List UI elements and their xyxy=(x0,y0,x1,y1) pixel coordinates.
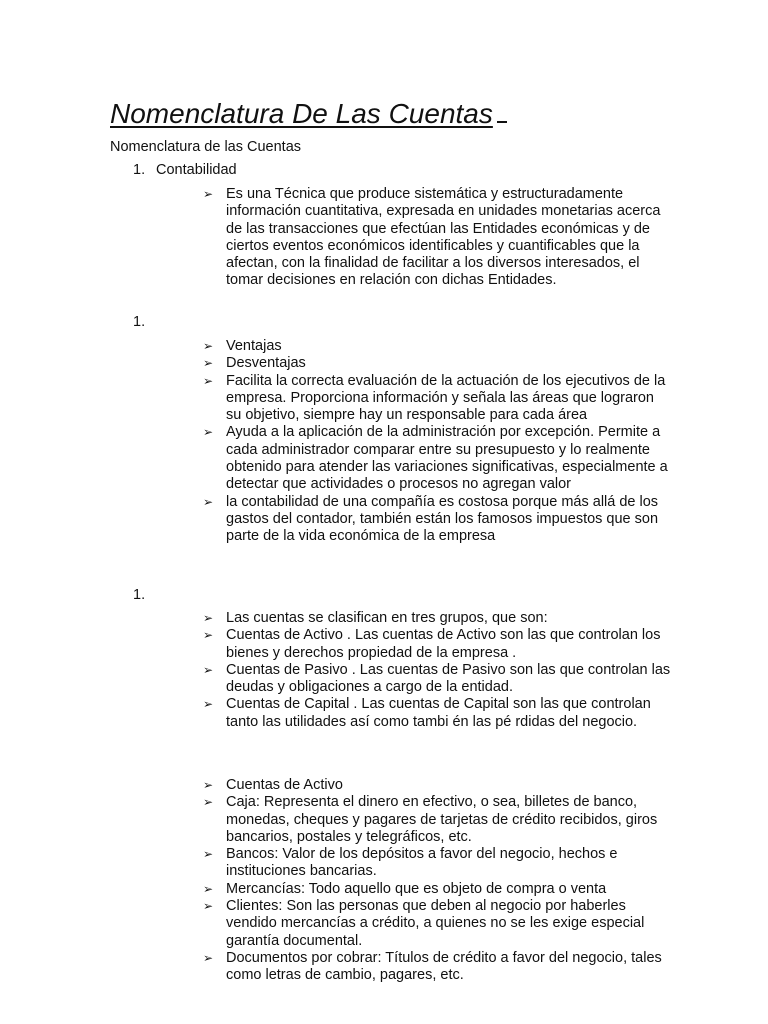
list-item-text: Es una Técnica que produce sistemática y estructuradamente información cuantitativa, expresada en unidades monetarias acerca de las transacciones que efectúan las Entidades económicas y de ciertos eventos económicos identificables y cuantificables que la afectan, con la finalidad de facilitar a los diversos interesados, el tomar decisiones en relación con dichas Entidades. xyxy=(226,186,661,289)
list-item-text: Ayuda a la aplicación de la administración por excepción. Permite a cada administrador comparar entre su presupuesto y lo realmente obtenido para atender las variaciones significativas, especialmente a detectar que actividades o procesos no agregan valor xyxy=(226,424,668,493)
arrow-bullet-icon: ➢ xyxy=(203,881,214,896)
arrow-bullet-icon: ➢ xyxy=(203,899,214,914)
list-item xyxy=(203,627,673,662)
numbered-heading-1 xyxy=(133,161,237,179)
list-item-text: Clientes: Son las personas que deben al negocio por haberles vendido mercancías a crédito, a quienes no se les exige especial garantía documental. xyxy=(226,898,645,949)
list-item xyxy=(203,186,673,290)
list-item xyxy=(203,777,673,794)
title-dash xyxy=(497,121,507,123)
list-item-text: Bancos: Valor de los depósitos a favor del negocio, hechos e instituciones bancarias. xyxy=(226,846,618,880)
list-item-text: Cuentas de Activo . Las cuentas de Activo son las que controlan los bienes y derechos propiedad de la empresa . xyxy=(226,627,661,661)
arrow-bullet-icon: ➢ xyxy=(203,778,214,792)
list-number: 1. xyxy=(133,314,146,330)
list-item xyxy=(203,950,673,985)
arrow-bullet-icon: ➢ xyxy=(203,662,214,677)
arrow-bullet-icon: ➢ xyxy=(203,494,214,509)
bullet-list-definition xyxy=(203,186,673,290)
list-item xyxy=(203,494,673,546)
list-item-text: Cuentas de Pasivo . Las cuentas de Pasivo son las que controlan las deudas y obligaciones a cargo de la entidad. xyxy=(226,661,671,696)
list-item-text: Cuentas de Activo xyxy=(226,777,343,793)
arrow-bullet-icon: ➢ xyxy=(203,373,214,388)
list-item xyxy=(203,846,673,881)
arrow-bullet-icon: ➢ xyxy=(203,187,214,201)
arrow-bullet-icon: ➢ xyxy=(203,628,214,643)
list-item-text: Cuentas de Capital . Las cuentas de Capital son las que controlan tanto las utilidades así como tambi én las pé rdidas del negocio. xyxy=(226,696,651,730)
list-item-text: Las cuentas se clasifican en tres grupos, que son: xyxy=(226,610,548,626)
list-item-text: Ventajas xyxy=(226,338,282,354)
arrow-bullet-icon: ➢ xyxy=(203,697,214,712)
list-item xyxy=(203,881,673,898)
list-item-text: Facilita la correcta evaluación de la actuación de los ejecutivos de la empresa. Proporciona información y señala las áreas que lograron su objetivo, siempre hay un responsable para cada área xyxy=(226,372,666,424)
list-item xyxy=(203,355,673,372)
bullet-list-account-groups xyxy=(203,610,673,731)
bullet-list-asset-accounts xyxy=(203,777,673,985)
list-item xyxy=(203,338,673,355)
list-item xyxy=(203,794,673,846)
list-item-text: Desventajas xyxy=(226,355,306,372)
arrow-bullet-icon: ➢ xyxy=(203,356,214,371)
list-item-text: la contabilidad de una compañía es costosa porque más allá de los gastos del contador, también están los famosos impuestos que son parte de la vida económica de la empresa xyxy=(226,493,659,545)
list-item xyxy=(203,424,673,493)
list-item-text: Mercancías: Todo aquello que es objeto de compra o venta xyxy=(226,880,607,897)
arrow-bullet-icon: ➢ xyxy=(203,425,214,440)
list-item xyxy=(203,696,673,731)
numbered-heading-3 xyxy=(133,586,156,604)
document-title-text: Nomenclatura De Las Cuentas xyxy=(110,98,493,129)
list-item-text: Documentos por cobrar: Títulos de crédito a favor del negocio, tales como letras de cambio, pagares, etc. xyxy=(226,949,662,984)
arrow-bullet-icon: ➢ xyxy=(203,339,214,353)
list-item xyxy=(203,898,673,950)
arrow-bullet-icon: ➢ xyxy=(203,847,214,862)
numbered-heading-2 xyxy=(133,313,156,331)
list-item xyxy=(203,662,673,697)
document-subtitle: Nomenclatura de las Cuentas xyxy=(110,139,302,155)
heading-label: Contabilidad xyxy=(156,162,237,178)
arrow-bullet-icon: ➢ xyxy=(203,795,214,810)
bullet-list-advantages xyxy=(203,338,673,546)
arrow-bullet-icon: ➢ xyxy=(203,950,214,965)
list-number: 1. xyxy=(133,587,146,603)
list-item-text: Caja: Representa el dinero en efectivo, o sea, billetes de banco, monedas, cheques y pagares de tarjetas de crédito recibidos, giros bancarios, postales y telegráficos, etc. xyxy=(226,794,658,845)
list-item xyxy=(203,610,673,627)
arrow-bullet-icon: ➢ xyxy=(203,611,214,625)
list-number: 1. xyxy=(133,162,146,178)
document-title xyxy=(110,96,507,132)
list-item xyxy=(203,373,673,425)
